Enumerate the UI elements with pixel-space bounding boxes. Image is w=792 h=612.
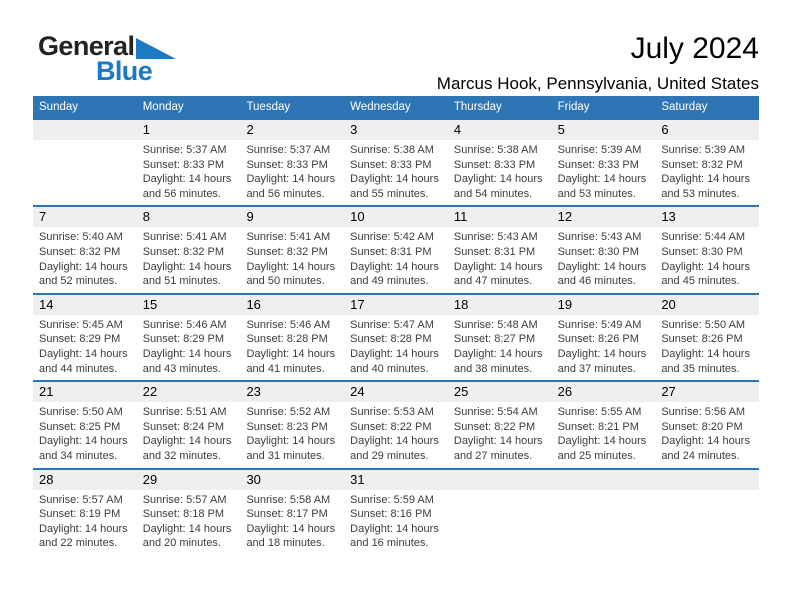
detail-line: Sunset: 8:33 PM — [453, 158, 536, 171]
detail-line: Sunrise: 5:41 AM — [142, 231, 227, 244]
page-title: July 2024 — [630, 32, 759, 65]
day-number: 16 — [240, 295, 344, 315]
day-details — [137, 490, 241, 551]
day-details — [137, 140, 241, 201]
day-details — [240, 140, 344, 201]
detail-line: Daylight: 14 hours — [453, 347, 543, 360]
detail-line: and 18 minutes. — [246, 537, 325, 550]
detail-line: Daylight: 14 hours — [557, 260, 647, 273]
detail-line: and 41 minutes. — [246, 362, 325, 375]
calendar-day-cell — [448, 295, 552, 380]
day-details — [240, 315, 344, 376]
detail-line: Daylight: 14 hours — [350, 173, 439, 186]
calendar-empty-cell — [33, 120, 137, 205]
detail-line: Daylight: 14 hours — [557, 435, 647, 448]
calendar-day-cell — [344, 295, 448, 380]
calendar-day-cell — [240, 207, 344, 292]
calendar-day-cell — [344, 382, 448, 467]
detail-line: and 31 minutes. — [246, 449, 325, 462]
day-details — [552, 402, 656, 463]
detail-line: Sunrise: 5:54 AM — [453, 406, 538, 419]
detail-line: Sunset: 8:25 PM — [39, 420, 121, 433]
day-details — [655, 227, 759, 288]
detail-line: and 38 minutes. — [453, 362, 533, 375]
day-number: 4 — [448, 120, 552, 140]
detail-line: Sunrise: 5:53 AM — [350, 406, 434, 419]
detail-line: Sunset: 8:30 PM — [557, 245, 639, 258]
day-number — [33, 120, 137, 140]
day-details — [655, 490, 759, 493]
detail-line: Sunrise: 5:56 AM — [661, 406, 746, 419]
detail-line: Sunset: 8:32 PM — [142, 245, 225, 258]
day-details — [344, 227, 448, 288]
dow-header-saturday: Saturday — [661, 101, 708, 113]
detail-line: and 52 minutes. — [39, 275, 118, 288]
detail-line: and 45 minutes. — [661, 275, 740, 288]
day-number: 12 — [552, 207, 656, 227]
detail-line: Sunrise: 5:59 AM — [350, 493, 434, 506]
detail-line: Sunset: 8:32 PM — [39, 245, 121, 258]
detail-line: and 56 minutes. — [246, 187, 325, 200]
day-details — [344, 315, 448, 376]
detail-line: Sunset: 8:24 PM — [142, 420, 225, 433]
day-number: 2 — [240, 120, 344, 140]
detail-line: Sunset: 8:19 PM — [39, 508, 121, 521]
detail-line: Sunrise: 5:57 AM — [142, 493, 227, 506]
day-number: 28 — [33, 470, 137, 490]
detail-line: Sunset: 8:33 PM — [350, 158, 432, 171]
detail-line: Daylight: 14 hours — [39, 435, 128, 448]
calendar-day-cell — [552, 295, 656, 380]
detail-line: and 47 minutes. — [453, 275, 533, 288]
dow-header-thursday: Thursday — [453, 101, 502, 113]
detail-line: Sunrise: 5:48 AM — [453, 318, 538, 331]
detail-line: Sunset: 8:31 PM — [350, 245, 432, 258]
detail-line: and 43 minutes. — [142, 362, 221, 375]
day-details — [655, 315, 759, 376]
detail-line: Sunset: 8:26 PM — [557, 333, 639, 346]
detail-line: Sunrise: 5:51 AM — [142, 406, 227, 419]
detail-line: Sunset: 8:27 PM — [453, 333, 536, 346]
calendar-day-cell — [137, 470, 241, 555]
calendar-day-cell — [137, 207, 241, 292]
detail-line: Sunrise: 5:45 AM — [39, 318, 123, 331]
detail-line: Daylight: 14 hours — [350, 522, 439, 535]
day-details — [344, 490, 448, 551]
detail-line: Daylight: 14 hours — [661, 173, 750, 186]
detail-line: and 34 minutes. — [39, 449, 118, 462]
day-details — [344, 140, 448, 201]
calendar-day-cell — [137, 120, 241, 205]
detail-line: Daylight: 14 hours — [142, 260, 232, 273]
day-number — [448, 470, 552, 490]
day-details — [344, 402, 448, 463]
detail-line: and 16 minutes. — [350, 537, 429, 550]
detail-line: Daylight: 14 hours — [661, 435, 750, 448]
day-number: 14 — [33, 295, 137, 315]
logo-text-blue: Blue — [96, 56, 153, 86]
general-blue-logo — [38, 33, 198, 93]
detail-line: Sunrise: 5:46 AM — [246, 318, 331, 331]
detail-line: Sunrise: 5:42 AM — [350, 231, 434, 244]
calendar-day-cell — [655, 295, 759, 380]
day-number: 23 — [240, 382, 344, 402]
day-number: 25 — [448, 382, 552, 402]
detail-line: Daylight: 14 hours — [246, 173, 336, 186]
detail-line: and 44 minutes. — [39, 362, 118, 375]
day-details — [137, 315, 241, 376]
day-details — [33, 402, 137, 463]
day-number: 7 — [33, 207, 137, 227]
detail-line: and 35 minutes. — [661, 362, 740, 375]
calendar-empty-cell — [655, 470, 759, 555]
detail-line: Sunrise: 5:49 AM — [557, 318, 642, 331]
logo-text-general: General — [38, 31, 135, 61]
detail-line: Sunset: 8:26 PM — [661, 333, 743, 346]
detail-line: Daylight: 14 hours — [246, 347, 336, 360]
detail-line: Sunrise: 5:41 AM — [246, 231, 331, 244]
day-number: 29 — [137, 470, 241, 490]
calendar-day-cell — [344, 207, 448, 292]
dow-header-wednesday: Wednesday — [350, 101, 411, 113]
detail-line: and 50 minutes. — [246, 275, 325, 288]
detail-line: Sunrise: 5:50 AM — [39, 406, 123, 419]
calendar-day-cell — [552, 382, 656, 467]
day-of-week-header-row — [33, 96, 759, 118]
day-details — [240, 227, 344, 288]
calendar-day-cell — [33, 295, 137, 380]
detail-line: Daylight: 14 hours — [557, 173, 647, 186]
day-number: 31 — [344, 470, 448, 490]
detail-line: Daylight: 14 hours — [453, 435, 543, 448]
detail-line: Sunrise: 5:50 AM — [661, 318, 746, 331]
calendar-day-cell — [344, 470, 448, 555]
week-row — [33, 468, 759, 555]
day-number: 24 — [344, 382, 448, 402]
calendar-day-cell — [137, 382, 241, 467]
detail-line: and 24 minutes. — [661, 449, 740, 462]
day-number: 15 — [137, 295, 241, 315]
calendar-day-cell — [655, 120, 759, 205]
detail-line: Daylight: 14 hours — [453, 173, 543, 186]
day-number: 21 — [33, 382, 137, 402]
day-number: 8 — [137, 207, 241, 227]
calendar-day-cell — [33, 470, 137, 555]
calendar-day-cell — [33, 207, 137, 292]
detail-line: and 55 minutes. — [350, 187, 429, 200]
day-number — [655, 470, 759, 490]
day-details — [137, 402, 241, 463]
week-row — [33, 118, 759, 205]
detail-line: Sunset: 8:29 PM — [142, 333, 225, 346]
day-number: 19 — [552, 295, 656, 315]
detail-line: Sunset: 8:33 PM — [557, 158, 639, 171]
day-details — [655, 402, 759, 463]
detail-line: Sunset: 8:32 PM — [246, 245, 328, 258]
detail-line: Sunset: 8:29 PM — [39, 333, 121, 346]
calendar-day-cell — [240, 382, 344, 467]
day-details — [33, 315, 137, 376]
detail-line: and 25 minutes. — [557, 449, 636, 462]
calendar-day-cell — [448, 207, 552, 292]
day-details — [240, 402, 344, 463]
detail-line: Sunrise: 5:39 AM — [661, 144, 746, 156]
page-header — [0, 0, 792, 96]
dow-header-friday: Friday — [557, 101, 590, 113]
detail-line: Sunrise: 5:57 AM — [39, 493, 123, 506]
calendar-day-cell — [448, 382, 552, 467]
calendar-day-cell — [655, 382, 759, 467]
detail-line: Daylight: 14 hours — [661, 260, 750, 273]
day-number: 9 — [240, 207, 344, 227]
day-number — [552, 470, 656, 490]
detail-line: Daylight: 14 hours — [142, 435, 232, 448]
day-number: 6 — [655, 120, 759, 140]
detail-line: Sunset: 8:33 PM — [142, 158, 225, 171]
detail-line: Daylight: 14 hours — [661, 347, 750, 360]
detail-line: Sunrise: 5:52 AM — [246, 406, 331, 419]
detail-line: Daylight: 14 hours — [350, 260, 439, 273]
detail-line: and 46 minutes. — [557, 275, 636, 288]
dow-header-monday: Monday — [142, 101, 184, 113]
detail-line: Daylight: 14 hours — [39, 522, 128, 535]
detail-line: Daylight: 14 hours — [350, 435, 439, 448]
detail-line: Daylight: 14 hours — [142, 173, 232, 186]
page-subtitle: Marcus Hook, Pennsylvania, United States — [436, 73, 759, 93]
detail-line: Sunrise: 5:58 AM — [246, 493, 331, 506]
day-number: 10 — [344, 207, 448, 227]
day-number: 11 — [448, 207, 552, 227]
calendar-table — [33, 96, 759, 555]
day-details — [552, 140, 656, 201]
detail-line: Sunrise: 5:55 AM — [557, 406, 642, 419]
detail-line: Sunrise: 5:39 AM — [557, 144, 642, 156]
detail-line: and 29 minutes. — [350, 449, 429, 462]
calendar-day-cell — [344, 120, 448, 205]
day-details — [552, 315, 656, 376]
day-details — [240, 490, 344, 551]
detail-line: and 37 minutes. — [557, 362, 636, 375]
detail-line: Sunset: 8:18 PM — [142, 508, 225, 521]
detail-line: Sunrise: 5:44 AM — [661, 231, 746, 244]
dow-header-tuesday: Tuesday — [246, 101, 291, 113]
calendar-grid — [33, 118, 759, 555]
detail-line: Daylight: 14 hours — [246, 522, 336, 535]
calendar-day-cell — [33, 382, 137, 467]
detail-line: Sunset: 8:17 PM — [246, 508, 328, 521]
day-number: 27 — [655, 382, 759, 402]
detail-line: Sunset: 8:30 PM — [661, 245, 743, 258]
detail-line: and 54 minutes. — [453, 187, 533, 200]
detail-line: Sunset: 8:32 PM — [661, 158, 743, 171]
detail-line: and 20 minutes. — [142, 537, 221, 550]
calendar-day-cell — [240, 470, 344, 555]
calendar-day-cell — [137, 295, 241, 380]
day-number: 20 — [655, 295, 759, 315]
day-number: 26 — [552, 382, 656, 402]
dow-header-sunday: Sunday — [39, 101, 79, 113]
day-details — [448, 402, 552, 463]
calendar-empty-cell — [448, 470, 552, 555]
detail-line: Sunrise: 5:47 AM — [350, 318, 434, 331]
detail-line: Sunset: 8:16 PM — [350, 508, 432, 521]
detail-line: Sunset: 8:22 PM — [453, 420, 536, 433]
detail-line: and 22 minutes. — [39, 537, 118, 550]
detail-line: Sunset: 8:33 PM — [246, 158, 328, 171]
week-row — [33, 380, 759, 467]
detail-line: Sunset: 8:22 PM — [350, 420, 432, 433]
detail-line: Daylight: 14 hours — [453, 260, 543, 273]
detail-line: Sunset: 8:28 PM — [246, 333, 328, 346]
detail-line: Sunrise: 5:43 AM — [453, 231, 538, 244]
calendar-day-cell — [240, 120, 344, 205]
day-number: 18 — [448, 295, 552, 315]
detail-line: Sunrise: 5:43 AM — [557, 231, 642, 244]
detail-line: Daylight: 14 hours — [39, 260, 128, 273]
day-number: 17 — [344, 295, 448, 315]
day-details — [552, 490, 656, 493]
day-details — [448, 227, 552, 288]
detail-line: and 32 minutes. — [142, 449, 221, 462]
detail-line: Sunset: 8:28 PM — [350, 333, 432, 346]
week-row — [33, 293, 759, 380]
calendar-day-cell — [448, 120, 552, 205]
calendar-day-cell — [552, 120, 656, 205]
week-row — [33, 205, 759, 292]
day-details — [448, 315, 552, 376]
calendar-empty-cell — [552, 470, 656, 555]
detail-line: and 49 minutes. — [350, 275, 429, 288]
detail-line: and 56 minutes. — [142, 187, 221, 200]
detail-line: Sunset: 8:20 PM — [661, 420, 743, 433]
detail-line: Sunrise: 5:37 AM — [246, 144, 331, 156]
day-number: 5 — [552, 120, 656, 140]
day-details — [137, 227, 241, 288]
day-details — [552, 227, 656, 288]
day-details — [448, 140, 552, 201]
day-details — [33, 227, 137, 288]
calendar-day-cell — [552, 207, 656, 292]
detail-line: Daylight: 14 hours — [557, 347, 647, 360]
detail-line: and 53 minutes. — [557, 187, 636, 200]
day-number: 13 — [655, 207, 759, 227]
detail-line: Daylight: 14 hours — [246, 435, 336, 448]
day-number: 30 — [240, 470, 344, 490]
detail-line: Sunset: 8:31 PM — [453, 245, 536, 258]
title-block — [437, 33, 759, 94]
day-number: 3 — [344, 120, 448, 140]
detail-line: Sunset: 8:23 PM — [246, 420, 328, 433]
detail-line: Sunrise: 5:38 AM — [453, 144, 538, 156]
day-number: 22 — [137, 382, 241, 402]
calendar-day-cell — [655, 207, 759, 292]
detail-line: Sunrise: 5:40 AM — [39, 231, 123, 244]
day-details — [33, 490, 137, 551]
day-details — [33, 140, 137, 143]
detail-line: Daylight: 14 hours — [142, 347, 232, 360]
detail-line: Daylight: 14 hours — [142, 522, 232, 535]
detail-line: Daylight: 14 hours — [39, 347, 128, 360]
detail-line: and 53 minutes. — [661, 187, 740, 200]
calendar-day-cell — [240, 295, 344, 380]
detail-line: and 27 minutes. — [453, 449, 533, 462]
detail-line: and 51 minutes. — [142, 275, 221, 288]
detail-line: Sunrise: 5:46 AM — [142, 318, 227, 331]
day-number: 1 — [137, 120, 241, 140]
detail-line: Sunrise: 5:37 AM — [142, 144, 227, 156]
day-details — [655, 140, 759, 201]
detail-line: and 40 minutes. — [350, 362, 429, 375]
detail-line: Sunrise: 5:38 AM — [350, 144, 434, 156]
detail-line: Daylight: 14 hours — [246, 260, 336, 273]
day-details — [448, 490, 552, 493]
detail-line: Sunset: 8:21 PM — [557, 420, 639, 433]
detail-line: Daylight: 14 hours — [350, 347, 439, 360]
